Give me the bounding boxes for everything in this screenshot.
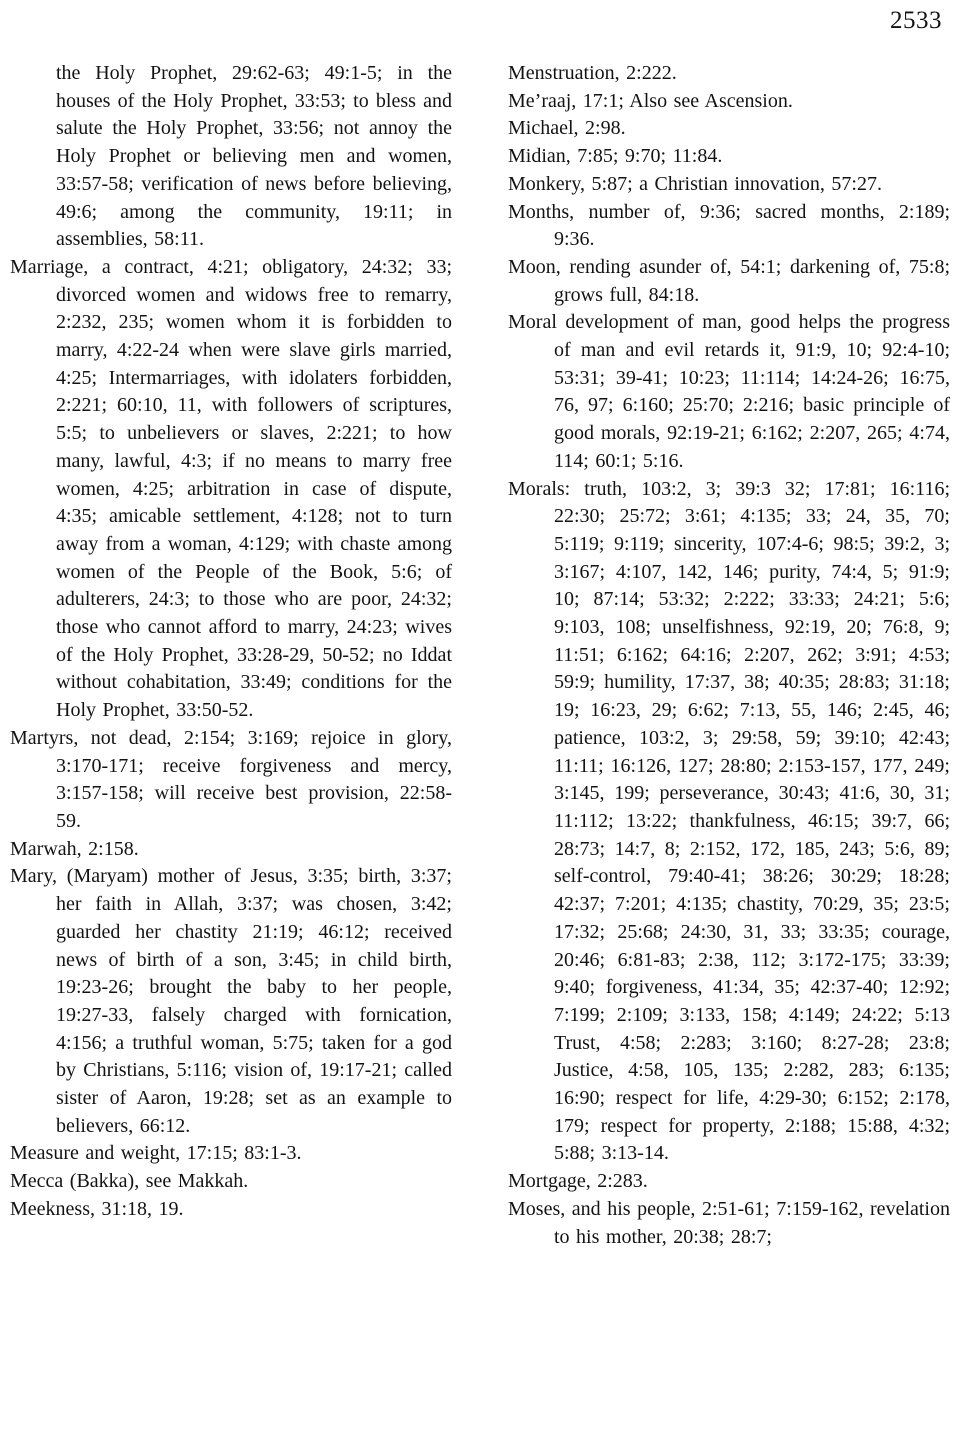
index-entry-morals: Morals: truth, 103:2, 3; 39:3 32; 17:81; 16:116; 22:30; 25:72; 3:61; 4:135; 33; 24, 35, 70; 5:119; 9:119; sincerity, 107:4-6; 98:5; 39:2, 3; 3:167; 4:107, 142, 146; purity, 74:4, 5; 91:9; 10; 87:14; 53:32; 2:222; 33:33; 24:21; 5:6; 9:103, 108; unselfishness, 92:19, 20; 76:8, 9; 11:51; 6:162; 64:16; 2:207, 262; 3:91; 4:53; 59:9; humility, 17:37, 38; 40:35; 28:83; 31:18; 19; 16:23, 29; 6:62; 7:13, 55, 146; 2:45, 46; patience, 103:2, 3; 29:58, 59; 39:10; 42:43; 11:11; 16:126, 127; 28:80; 2:153-157, 177, 249; 3:145, 199; perseverance, 30:43; 41:6, 30, 31; 11:112; 13:22; thankfulness, 46:15; 39:7, 66; 28:73; 14:7, 8; 2:152, 172, 185, 243; 5:6, 89; self-control, 79:40-41; 38:26; 30:29; 18:28; 42:37; 7:201; 4:135; chastity, 70:29, 35; 23:5; 17:32; 25:68; 24:30, 31, 33; 33:35; courage, 20:46; 6:81-83; 2:38, 112; 3:172-175; 33:39; 9:40; forgiveness, 41:34, 35; 42:37-40; 12:92; 7:199; 2:109; 3:133, 158; 4:149; 24:22; 5:13 Trust, 4:58; 2:283; 3:160; 8:27-28; 23:8; Justice, 4:58, 105, 135; 2:282, 283; 6:135; 16:90; respect for life, 4:29-30; 6:152; 2:178, 179; respect for property, 2:188; 15:88, 4:32; 5:88; 3:13-14. bbox=[508, 477, 950, 1165]
index-entry-measure: Measure and weight, 17:15; 83:1-3. bbox=[10, 1142, 302, 1165]
index-entry-marriage: Marriage, a contract, 4:21; obligatory, 24:32; 33; divorced women and widows free to remarry, 2:232, 235; women whom it is forbidden to marry, 4:22-24 when were slave girls married, 4:25; Intermarriages, with idolaters forbidden, 2:221; 60:10, 11, with followers of scriptures, 5:5; to unbelievers or slaves, 2:221; to how many, lawful, 4:3; if no means to marry free women, 4:25; arbitration in case of dispute, 4:35; amicable settlement, 4:128; not to turn away from a woman, 4:129; with chaste among women of the People of the Book, 5:6; of adulterers, 24:3; to those who are poor, 24:32; those who cannot afford to marry, 24:23; wives of the Holy Prophet, 33:28-29, 50-52; no Iddat without cohabitation, 33:49; conditions for the Holy Prophet, 33:50-52. bbox=[10, 255, 452, 722]
index-columns bbox=[10, 60, 950, 1251]
index-entry-meraaj: Me’raaj, 17:1; Also see Ascension. bbox=[508, 89, 793, 112]
index-column-right bbox=[508, 60, 950, 1251]
index-entry-midian: Midian, 7:85; 9:70; 11:84. bbox=[508, 145, 723, 168]
index-entry-michael: Michael, 2:98. bbox=[508, 117, 626, 140]
index-entry-mortgage: Mortgage, 2:283. bbox=[508, 1170, 648, 1193]
index-entry-marwah: Marwah, 2:158. bbox=[10, 837, 139, 860]
index-entry-mecca: Mecca (Bakka), see Makkah. bbox=[10, 1170, 249, 1193]
index-entry-monkery: Monkery, 5:87; a Christian innovation, 57:27. bbox=[508, 172, 882, 195]
index-entry-moral-development: Moral development of man, good helps the progress of man and evil retards it, 91:9, 10; 92:4-10; 53:31; 39-41; 10:23; 11:114; 14:24-26; 16:75, 76, 97; 6:160; 25:70; 2:216; basic principle of good morals, 92:19-21; 6:162; 2:207, 265; 4:74, 114; 60:1; 5:16. bbox=[508, 311, 950, 472]
index-entry-meekness: Meekness, 31:18, 19. bbox=[10, 1197, 184, 1220]
index-entry-moses: Moses, and his people, 2:51-61; 7:159-162, revelation to his mother, 20:38; 28:7; bbox=[508, 1197, 950, 1248]
index-entry-menstruation: Menstruation, 2:222. bbox=[508, 62, 677, 84]
index-column-left bbox=[10, 60, 452, 1251]
index-entry-months: Months, number of, 9:36; sacred months, 2:189; 9:36. bbox=[508, 200, 950, 251]
index-entry-martyrs: Martyrs, not dead, 2:154; 3:169; rejoice in glory, 3:170-171; receive forgiveness and mercy, 3:157-158; will receive best provision, 22:58-59. bbox=[10, 726, 452, 832]
index-entry-moon: Moon, rending asunder of, 54:1; darkening of, 75:8; grows full, 84:18. bbox=[508, 255, 950, 306]
index-entry-mary: Mary, (Maryam) mother of Jesus, 3:35; birth, 3:37; her faith in Allah, 3:37; was chosen, 3:42; guarded her chastity 21:19; 46:12; received news of birth of a son, 3:45; in child birth, 19:23-26; brought the baby to her people, 19:27-33, falsely charged with fornication, 4:156; a truthful woman, 5:75; taken for a god by Christians, 5:116; vision of, 19:17-21; called sister of Aaron, 19:28; set as an example to believers, 66:12. bbox=[10, 865, 452, 1137]
index-entry-continued-from-previous-page: the Holy Prophet, 29:62-63; 49:1-5; in the houses of the Holy Prophet, 33:53; to bless and salute the Holy Prophet, 33:56; not annoy the Holy Prophet or believing men and women, 33:57-58; verification of news before believing, 49:6; among the community, 19:11; in assemblies, 58:11. bbox=[56, 62, 452, 251]
page-number: 2533 bbox=[890, 7, 942, 34]
